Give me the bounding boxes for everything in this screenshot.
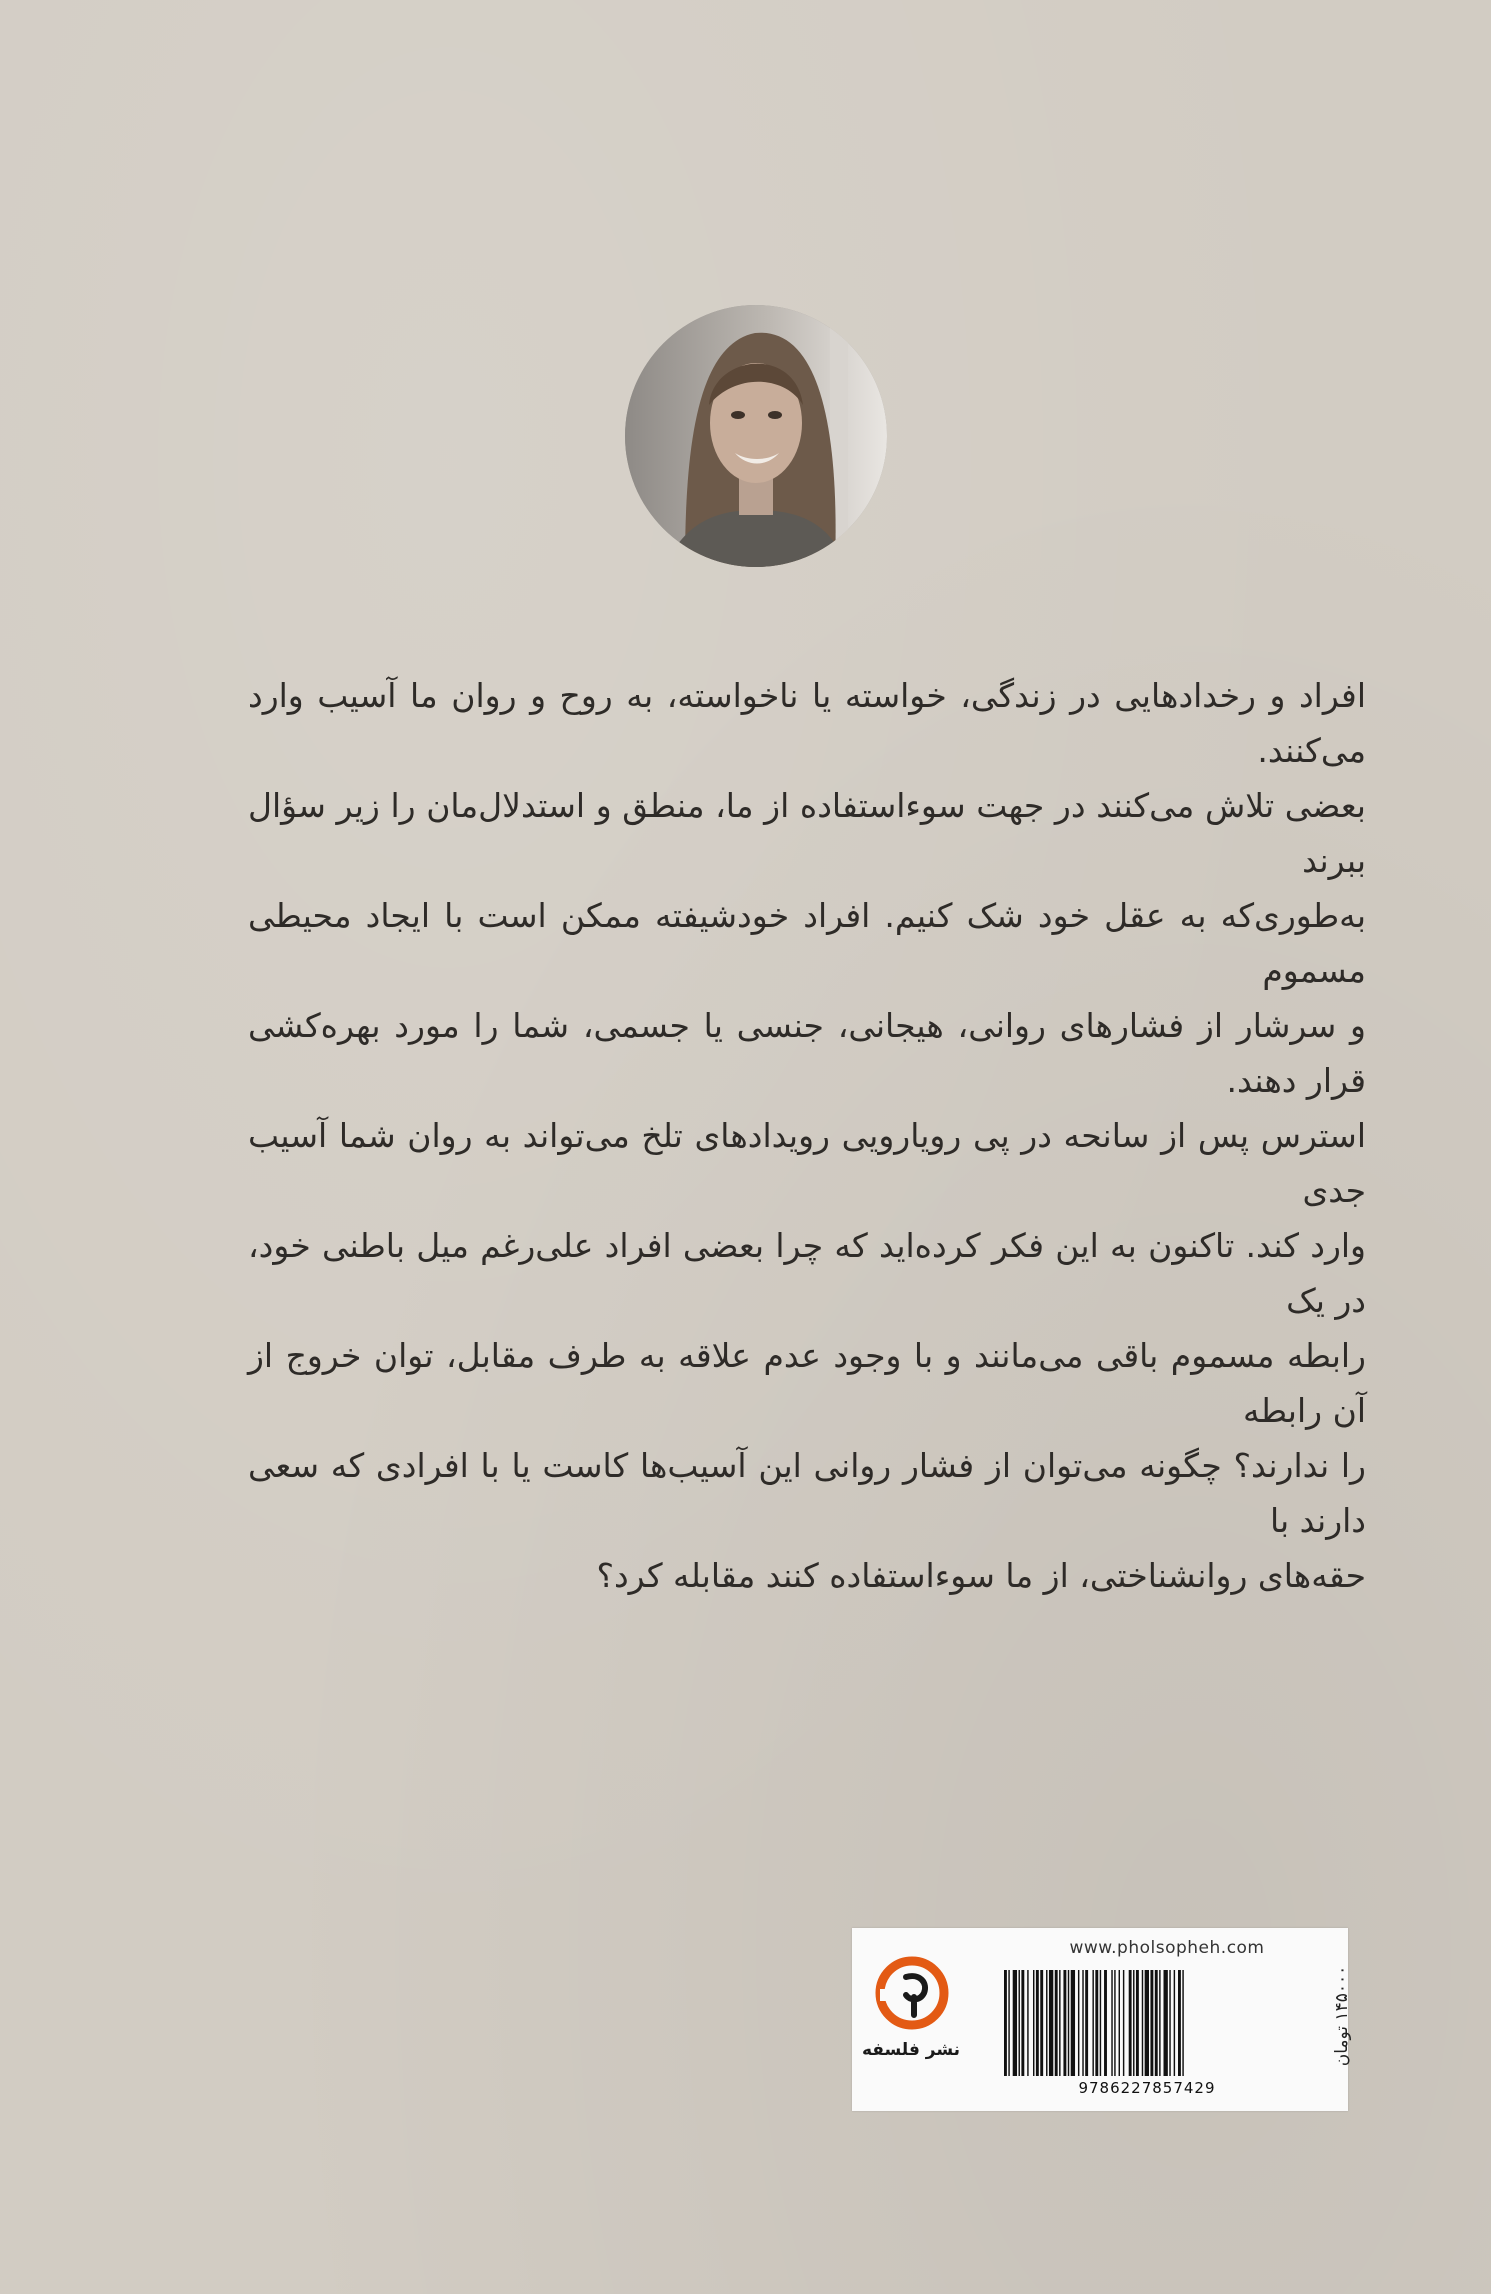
barcode-bar bbox=[1055, 1970, 1058, 2076]
barcode-bar bbox=[1059, 1970, 1060, 2076]
barcode-bar bbox=[1027, 1970, 1028, 2076]
barcode-bar bbox=[1004, 1970, 1007, 2076]
barcode-bar bbox=[1164, 1970, 1168, 2076]
barcode-bar bbox=[1078, 1970, 1079, 2076]
description-line: رابطه مسموم باقی می‌مانند و با وجود عدم علاقه به طرف مقابل، توان خروج از آن رابطه bbox=[248, 1336, 1366, 1430]
book-description bbox=[248, 668, 1366, 1603]
barcode-bar bbox=[1119, 1970, 1120, 2076]
barcode-bar bbox=[1046, 1970, 1047, 2076]
barcode-bar bbox=[1085, 1970, 1088, 2076]
description-line: افراد و رخدادهایی در زندگی، خواسته یا ناخواسته، به روح و روان ما آسیب وارد می‌کنند. bbox=[248, 676, 1366, 770]
barcode-bar bbox=[1174, 1970, 1175, 2076]
barcode-bar bbox=[1019, 1970, 1020, 2076]
isbn-number: 9786227857429 bbox=[1078, 2079, 1216, 2097]
barcode-bar bbox=[1182, 1970, 1183, 2076]
barcode-bar bbox=[1100, 1970, 1101, 2076]
barcode-bar bbox=[1111, 1970, 1112, 2076]
barcode-bar bbox=[1114, 1970, 1115, 2076]
barcode-bar bbox=[1036, 1970, 1039, 2076]
description-line: و سرشار از فشارهای روانی، هیجانی، جنسی یا جسمی، شما را مورد بهره‌کشی قرار دهند. bbox=[248, 1006, 1366, 1100]
publisher-name: نشر فلسفه bbox=[861, 2040, 961, 2060]
barcode-bar bbox=[1159, 1970, 1160, 2076]
description-line: حقه‌های روانشناختی، از ما سوءاستفاده کنند مقابله کرد؟ bbox=[596, 1556, 1366, 1595]
barcode-bar bbox=[1133, 1970, 1134, 2076]
barcode-bar bbox=[1123, 1970, 1124, 2076]
description-line: وارد کند. تاکنون به این فکر کرده‌اید که چرا بعضی افراد علی‌رغم میل باطنی خود، در یک bbox=[248, 1226, 1366, 1320]
barcode-bar bbox=[1169, 1970, 1170, 2076]
description-line: را ندارند؟ چگونه می‌توان از فشار روانی این آسیب‌ها کاست یا با افرادی که سعی دارند با bbox=[248, 1446, 1366, 1540]
barcode-bar bbox=[1040, 1970, 1043, 2076]
barcode-bar bbox=[1033, 1970, 1034, 2076]
barcode-bar bbox=[1082, 1970, 1083, 2076]
barcode-bar bbox=[1136, 1970, 1139, 2076]
barcode-bar bbox=[1008, 1970, 1009, 2076]
barcode-bar bbox=[1150, 1970, 1153, 2076]
barcode-bar bbox=[1092, 1970, 1093, 2076]
barcode-bar bbox=[1049, 1970, 1053, 2076]
isbn-barcode bbox=[1002, 1970, 1292, 2076]
barcode-bar bbox=[1104, 1970, 1107, 2076]
description-line: استرس پس از سانحه در پی رویارویی رویدادهای تلخ می‌تواند به روان شما آسیب جدی bbox=[248, 1116, 1366, 1210]
barcode-bar bbox=[1129, 1970, 1132, 2076]
barcode-bar bbox=[1178, 1970, 1181, 2076]
barcode-bar bbox=[1068, 1970, 1069, 2076]
author-photo bbox=[625, 305, 887, 567]
barcode-bar bbox=[1013, 1970, 1017, 2076]
barcode-panel bbox=[852, 1928, 1352, 2111]
barcode-bar bbox=[1021, 1970, 1024, 2076]
author-portrait-image bbox=[625, 305, 887, 567]
price-label: ۱۴۵۰۰۰ تومان bbox=[1332, 1965, 1352, 2067]
barcode-bar bbox=[1142, 1970, 1143, 2076]
description-line: بعضی تلاش می‌کنند در جهت سوءاستفاده از ما، منطق و استدلال‌مان را زیر سؤال ببرند bbox=[248, 786, 1366, 880]
barcode-bar bbox=[1145, 1970, 1149, 2076]
publisher-logo-icon bbox=[872, 1953, 952, 2033]
barcode-bar bbox=[1155, 1970, 1158, 2076]
barcode-bar bbox=[1071, 1970, 1075, 2076]
description-line: به‌طوری‌که به عقل خود شک کنیم. افراد خودشیفته ممکن است با ایجاد محیطی مسموم bbox=[248, 896, 1366, 990]
publisher-website: www.pholsopheh.com bbox=[1069, 1938, 1265, 1958]
barcode-bar bbox=[1095, 1970, 1098, 2076]
barcode-bar bbox=[1063, 1970, 1066, 2076]
